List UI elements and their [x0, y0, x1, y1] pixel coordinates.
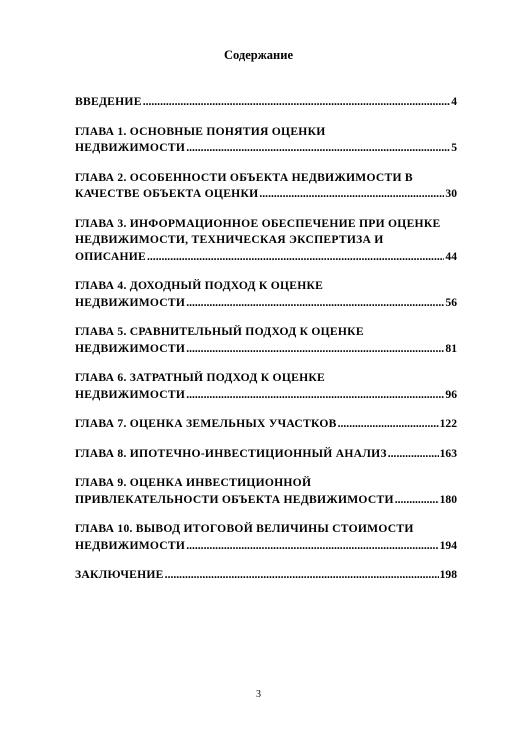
toc-entry-leader-line — [75, 387, 457, 404]
toc-entry-title-line: ГЛАВА 1. ОСНОВНЫЕ ПОНЯТИЯ ОЦЕНКИ — [75, 124, 326, 138]
toc-entry-title-last-line: НЕДВИЖИМОСТИ — [75, 295, 186, 309]
toc-entry — [75, 124, 457, 157]
dot-leader — [186, 140, 450, 157]
toc-entry-title-last-line: ПРИВЛЕКАТЕЛЬНОСТИ ОБЪЕКТА НЕДВИЖИМОСТИ — [75, 492, 394, 506]
toc-entry-title-last-line: НЕДВИЖИМОСТИ — [75, 341, 186, 355]
toc-entry-leader-line — [75, 341, 457, 358]
toc-entry-leader-line — [75, 492, 457, 509]
toc-page-number: 180 — [439, 492, 457, 506]
toc-entry — [75, 475, 457, 508]
toc-entry-leader-line — [75, 295, 457, 312]
toc-page-number: 4 — [451, 95, 457, 108]
toc-page-number: 96 — [445, 387, 457, 401]
toc-page-number: 194 — [439, 538, 457, 552]
toc-entry-title-last-line: ГЛАВА 7. ОЦЕНКА ЗЕМЕЛЬНЫХ УЧАСТКОВ — [75, 417, 337, 430]
toc-entry — [75, 416, 457, 433]
toc-entry-title-last-line: ГЛАВА 8. ИПОТЕЧНО-ИНВЕСТИЦИОННЫЙ АНАЛИЗ — [75, 446, 387, 460]
dot-leader — [388, 446, 439, 463]
toc-entry — [75, 216, 457, 266]
toc-entry — [75, 370, 457, 403]
toc-page-number: 81 — [445, 341, 457, 355]
toc-entry — [75, 170, 457, 203]
toc-entry-leader-line — [75, 446, 457, 463]
table-of-contents — [75, 94, 457, 597]
toc-entry — [75, 567, 457, 584]
toc-page-number: 163 — [439, 446, 457, 460]
toc-entry-title-line: ГЛАВА 3. ИНФОРМАЦИОННОЕ ОБЕСПЕЧЕНИЕ ПРИ ОЦЕНКЕ — [75, 216, 441, 230]
toc-page-number: 198 — [439, 568, 457, 581]
toc-entry-leader-line — [75, 567, 457, 584]
toc-entry — [75, 521, 457, 554]
toc-entry-leader-line — [75, 249, 457, 266]
toc-entry-leader-line — [75, 94, 457, 111]
dot-leader — [143, 94, 451, 111]
toc-entry — [75, 324, 457, 357]
toc-entry-title-line: ГЛАВА 2. ОСОБЕННОСТИ ОБЪЕКТА НЕДВИЖИМОСТИ В — [75, 170, 413, 184]
toc-entry-title-line: ГЛАВА 5. СРАВНИТЕЛЬНЫЙ ПОДХОД К ОЦЕНКЕ — [75, 325, 364, 338]
toc-entry-title-last-line: ЗАКЛЮЧЕНИЕ — [75, 568, 164, 581]
toc-entry-title-last-line: КАЧЕСТВЕ ОБЪЕКТА ОЦЕНКИ — [75, 187, 259, 200]
dot-leader — [186, 538, 438, 555]
toc-entry-title-line: НЕДВИЖИМОСТИ, ТЕХНИЧЕСКАЯ ЭКСПЕРТИЗА И — [75, 233, 384, 246]
toc-entry — [75, 446, 457, 463]
toc-entry-leader-line — [75, 538, 457, 555]
toc-entry-leader-line — [75, 186, 457, 203]
toc-title: Содержание — [223, 48, 293, 62]
toc-entry-title-last-line: ОПИСАНИЕ — [75, 249, 146, 263]
toc-entry-title-last-line: НЕДВИЖИМОСТИ — [75, 538, 186, 552]
toc-entry — [75, 278, 457, 311]
dot-leader — [147, 249, 444, 266]
toc-entry-title-line: ГЛАВА 10. ВЫВОД ИТОГОВОЙ ВЕЛИЧИНЫ СТОИМОСТИ — [75, 522, 414, 535]
toc-entry — [75, 94, 457, 111]
dot-leader — [186, 341, 444, 358]
toc-page-number: 56 — [445, 295, 457, 309]
dot-leader — [338, 416, 439, 433]
toc-page-number: 5 — [451, 141, 457, 154]
toc-entry-title-last-line: ВВЕДЕНИЕ — [75, 95, 142, 108]
dot-leader — [395, 492, 439, 509]
toc-page-number: 122 — [439, 417, 457, 430]
toc-entry-leader-line — [75, 416, 457, 433]
page-number: 3 — [256, 689, 261, 700]
toc-entry-title-line: ГЛАВА 6. ЗАТРАТНЫЙ ПОДХОД К ОЦЕНКЕ — [75, 371, 325, 384]
toc-page-number: 30 — [445, 187, 457, 200]
dot-leader — [186, 295, 444, 312]
toc-entry-leader-line — [75, 140, 457, 157]
dot-leader — [186, 387, 444, 404]
toc-entry-title-line: ГЛАВА 9. ОЦЕНКА ИНВЕСТИЦИОННОЙ — [75, 476, 312, 489]
toc-entry-title-line: ГЛАВА 4. ДОХОДНЫЙ ПОДХОД К ОЦЕНКЕ — [75, 279, 324, 292]
dot-leader — [259, 186, 444, 203]
toc-page-number: 44 — [445, 249, 457, 263]
toc-entry-title-last-line: НЕДВИЖИМОСТИ — [75, 141, 186, 154]
dot-leader — [165, 567, 439, 584]
toc-entry-title-last-line: НЕДВИЖИМОСТИ — [75, 387, 186, 401]
